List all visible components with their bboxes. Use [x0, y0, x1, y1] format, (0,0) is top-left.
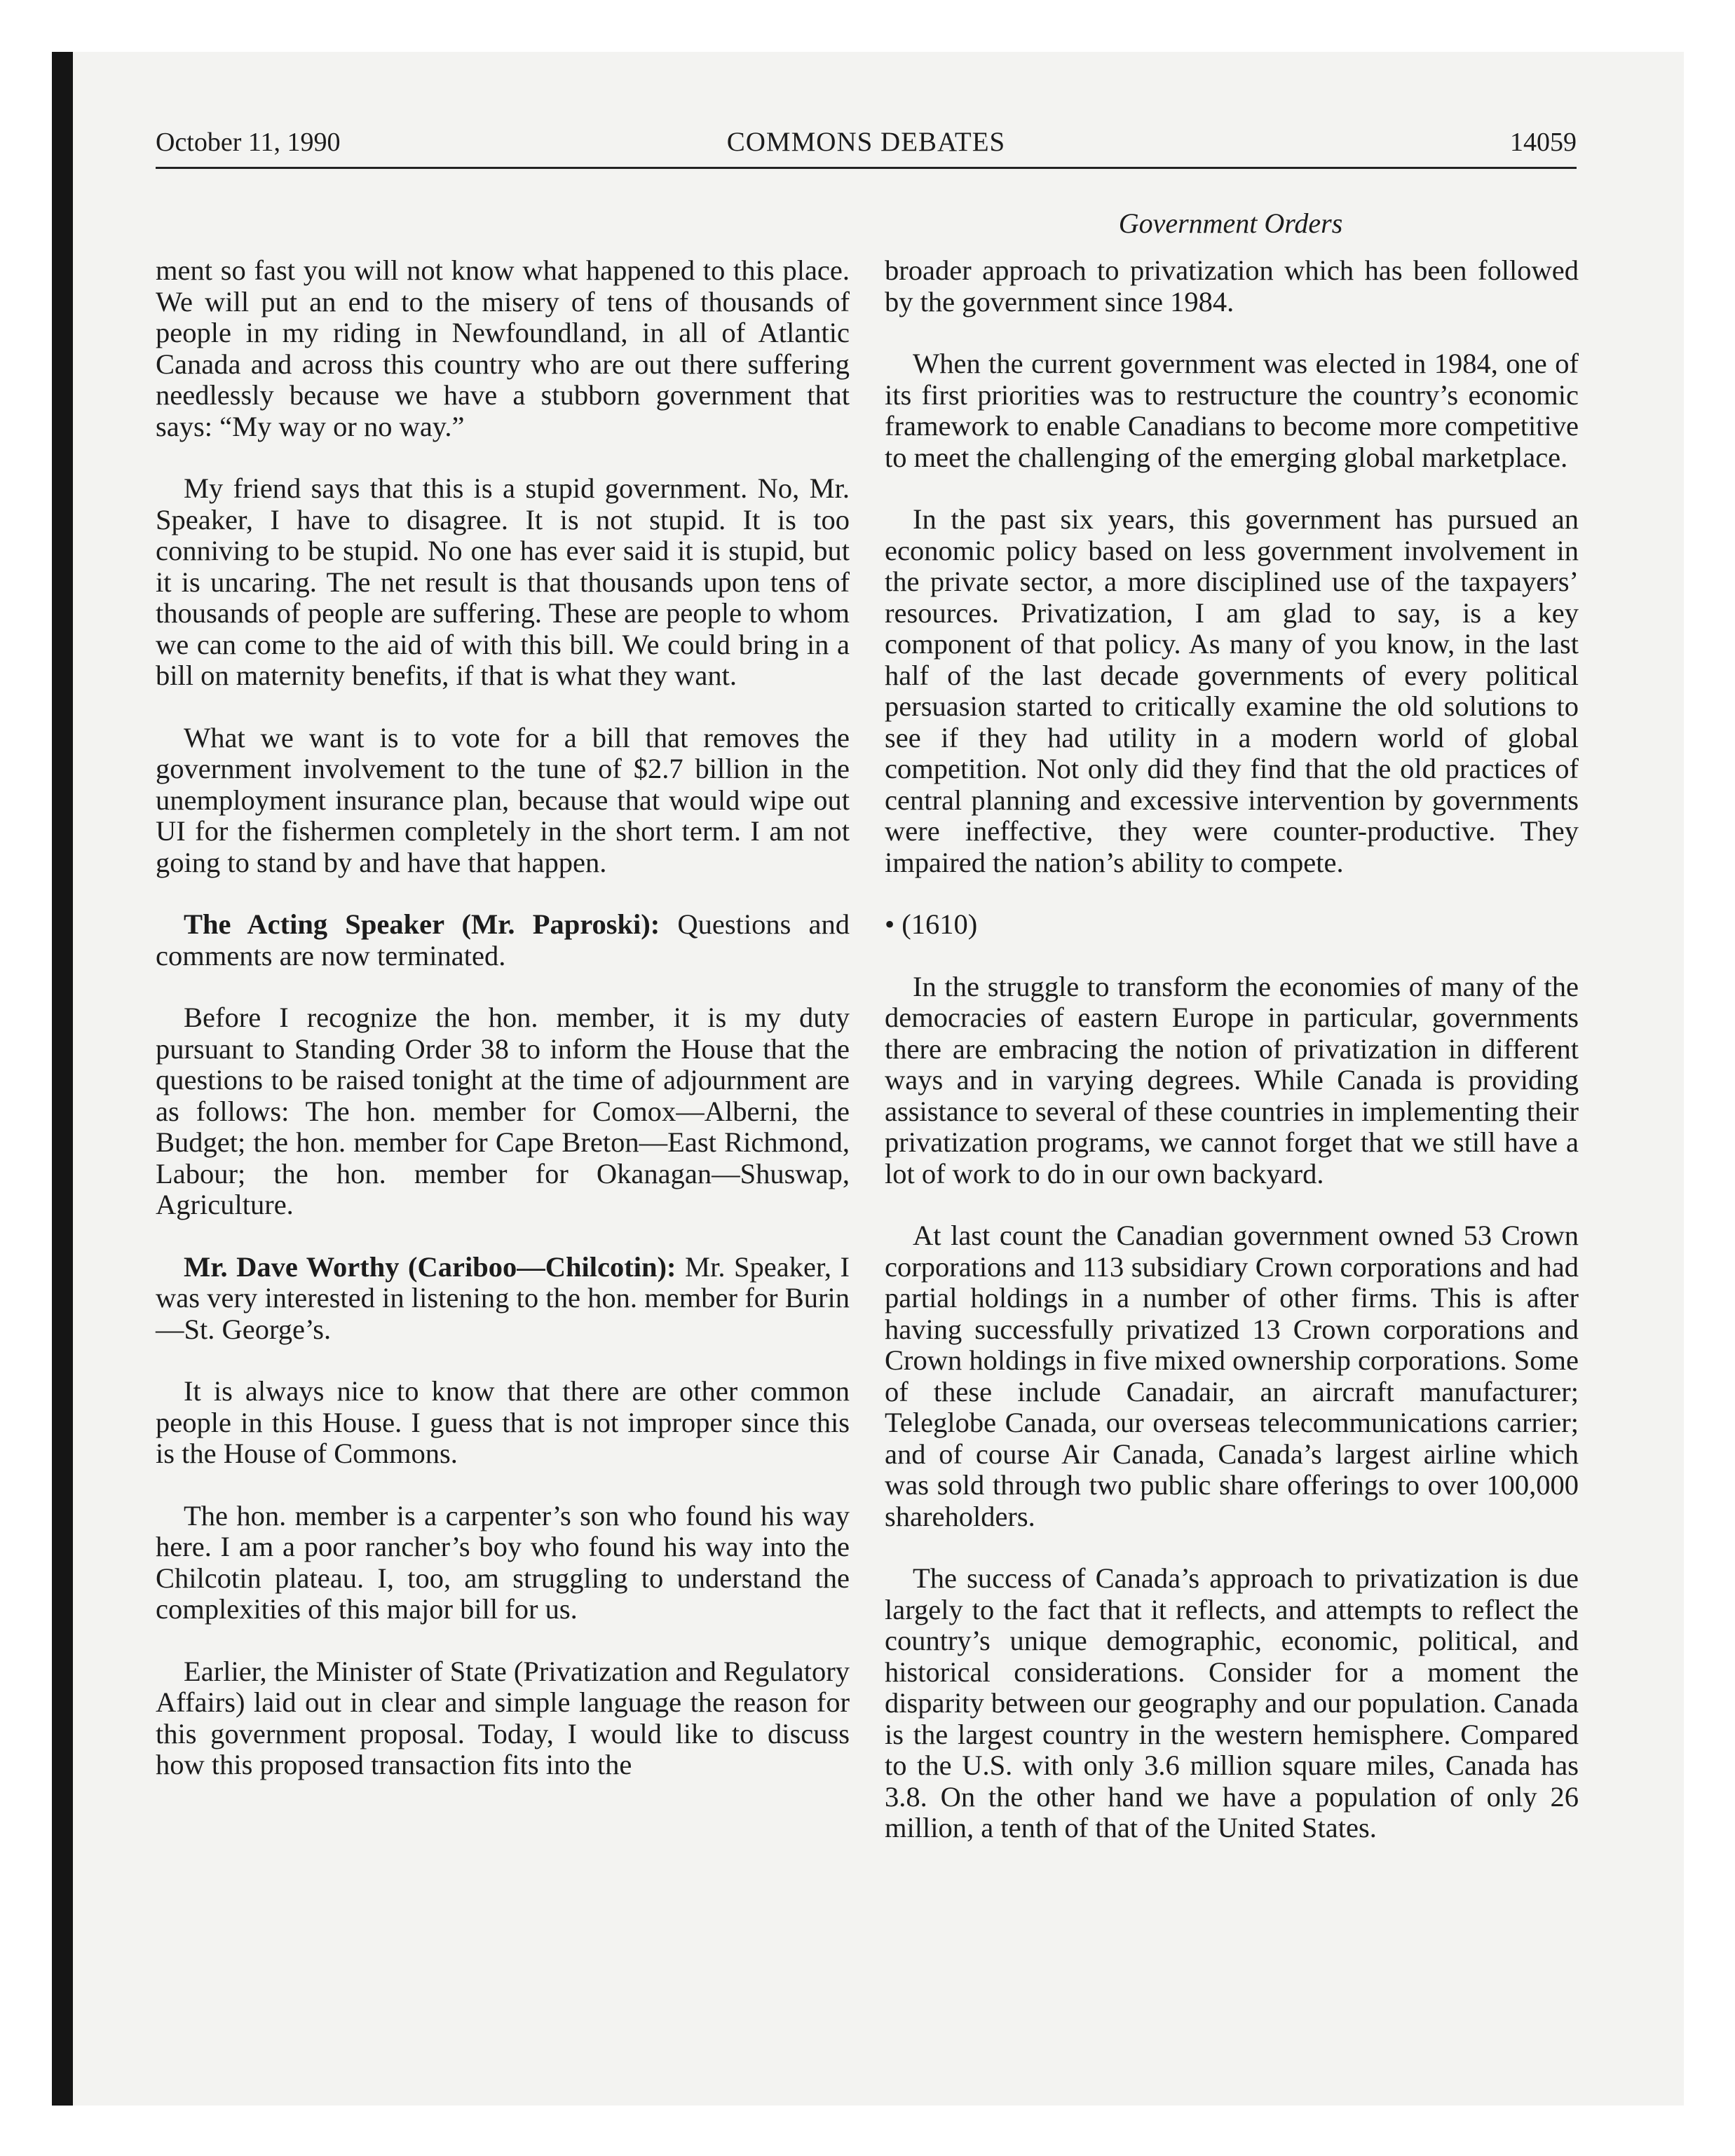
- paragraph-text: In the struggle to transform the economies of many of the democracies of eastern Europe in particular, governments there are embracing the notion of privatization in different ways and in varying degrees. While Canada is providing assistance to several of these countries in implementing their privatization programs, we cannot forget that we still have a lot of work to do in our own backyard.: [885, 970, 1579, 1189]
- paragraph-text: My friend says that this is a stupid government. No, Mr. Speaker, I have to disagree. It is not stupid. It is too conniving to be stupid. No one has ever said it is stupid, but it is uncaring. The net result is that thousands upon tens of thousands of people are suffering. These are people to whom we can come to the aid of with this bill. We could bring in a bill on maternity benefits, if that is what they want.: [156, 472, 850, 691]
- paragraph: [156, 255, 850, 442]
- header-date: October 11, 1990: [156, 128, 341, 157]
- paragraph-text: Earlier, the Minister of State (Privatization and Regulatory Affairs) laid out in clear and simple language the reason for this government proposal. Today, I would like to discuss how this proposed transaction fits into the: [156, 1655, 850, 1780]
- time-marker-text: • (1610): [885, 908, 978, 940]
- paragraph-text: The hon. member is a carpenter’s son who found his way here. I am a poor rancher’s boy who found his way into the Chilcotin plateau. I, too, am struggling to understand the complexities of this major bill for us.: [156, 1499, 850, 1625]
- paragraph: [885, 1220, 1579, 1532]
- paragraph: [156, 1376, 850, 1470]
- paragraph: [885, 255, 1579, 318]
- paragraph-text: Mr. Speaker, I was very interested in listening to the hon. member for Burin—St. George’s.: [156, 1250, 850, 1345]
- paragraph: [156, 1501, 850, 1625]
- paragraph: [156, 473, 850, 692]
- paragraph: [885, 1563, 1579, 1844]
- right-column: [885, 255, 1579, 1875]
- paragraph: [885, 348, 1579, 473]
- paragraph: [885, 971, 1579, 1190]
- paragraph-text: In the past six years, this government has pursued an economic policy based on less government involvement in the private sector, a more disciplined use of the taxpayers’ resources. Privatization, I am glad to say, is a key component of that policy. As many of you know, in the last half of the last decade governments of every political persuasion started to critically examine the old solutions to see if they had utility in a modern world of global competition. Not only did they find that the old practices of central planning and excessive intervention by governments were ineffective, they were counter-productive. They impaired the nation’s ability to compete.: [885, 503, 1579, 878]
- header-rule: [156, 167, 1577, 169]
- left-column: [156, 255, 850, 1812]
- paragraph-text: When the current government was elected in 1984, one of its first priorities was to restructure the country’s economic framework to enable Canadians to become more competitive to meet the challenging of the emerging global marketplace.: [885, 348, 1579, 473]
- paragraph: [885, 504, 1579, 878]
- section-label: Government Orders: [1118, 207, 1343, 239]
- header-page-number: 14059: [1510, 128, 1577, 157]
- speaker-name: The Acting Speaker (Mr. Paproski):: [184, 908, 660, 940]
- paragraph-text: It is always nice to know that there are other common people in this House. I guess that is not improper since this is the House of Commons.: [156, 1375, 850, 1469]
- paragraph: [156, 723, 850, 879]
- time-marker: [885, 909, 1579, 941]
- paragraph-text: At last count the Canadian government owned 53 Crown corporations and 113 subsidiary Crown corporations and had partial holdings in a number of other firms. This is after having successfully privatized 13 Crown corporations and Crown holdings in five mixed ownership corporations. Some of these include Canadair, an aircraft manufacturer; Teleglobe Canada, our overseas telecommunications carrier; and of course Air Canada, Canada’s largest airline which was sold through two public share offerings to over 100,000 shareholders.: [885, 1220, 1579, 1532]
- paragraph-text: Before I recognize the hon. member, it is my duty pursuant to Standing Order 38 to inform the House that the questions to be raised tonight at the time of adjournment are as follows: The hon. member for Comox—Alberni, the Budget; the hon. member for Cape Breton—East Richmond, Labour; the hon. member for Okanagan—Shuswap, Agriculture.: [156, 1002, 850, 1220]
- paragraph-text: The success of Canada’s approach to privatization is due largely to the fact that it reflects, and attempts to reflect the country’s unique demographic, economic, political, and historical considerations. Consider for a moment the disparity between our geography and our population. Canada is the largest country in the western hemisphere. Compared to the U.S. with only 3.6 million square miles, Canada has 3.8. On the other hand we have a population of only 26 million, a tenth of that of the United States.: [885, 1562, 1579, 1843]
- paragraph: [156, 1252, 850, 1346]
- header-publication: COMMONS DEBATES: [726, 127, 1006, 157]
- paragraph-text: ment so fast you will not know what happened to this place. We will put an end to the misery of tens of thousands of people in my riding in Newfoundland, in all of Atlantic Canada and across this country who are out there suffering needlessly because we have a stubborn government that says: “My way or no way.”: [156, 254, 850, 442]
- scanned-page: [52, 52, 1684, 2106]
- paragraph: [156, 909, 850, 971]
- paragraph-text: What we want is to vote for a bill that removes the government involvement to the tune of $2.7 billion in the unemployment insurance plan, because that would wipe out UI for the fishermen completely in the short term. I am not going to stand by and have that happen.: [156, 721, 850, 878]
- speaker-name: Mr. Dave Worthy (Cariboo—Chilcotin):: [184, 1250, 676, 1283]
- paragraph: [156, 1656, 850, 1781]
- paragraph: [156, 1002, 850, 1221]
- paragraph-text: Questions and comments are now terminated.: [156, 908, 850, 971]
- running-header: [156, 125, 1577, 160]
- page-content: [52, 52, 1684, 2106]
- paragraph-text: broader approach to privatization which has been followed by the government since 1984.: [885, 254, 1579, 318]
